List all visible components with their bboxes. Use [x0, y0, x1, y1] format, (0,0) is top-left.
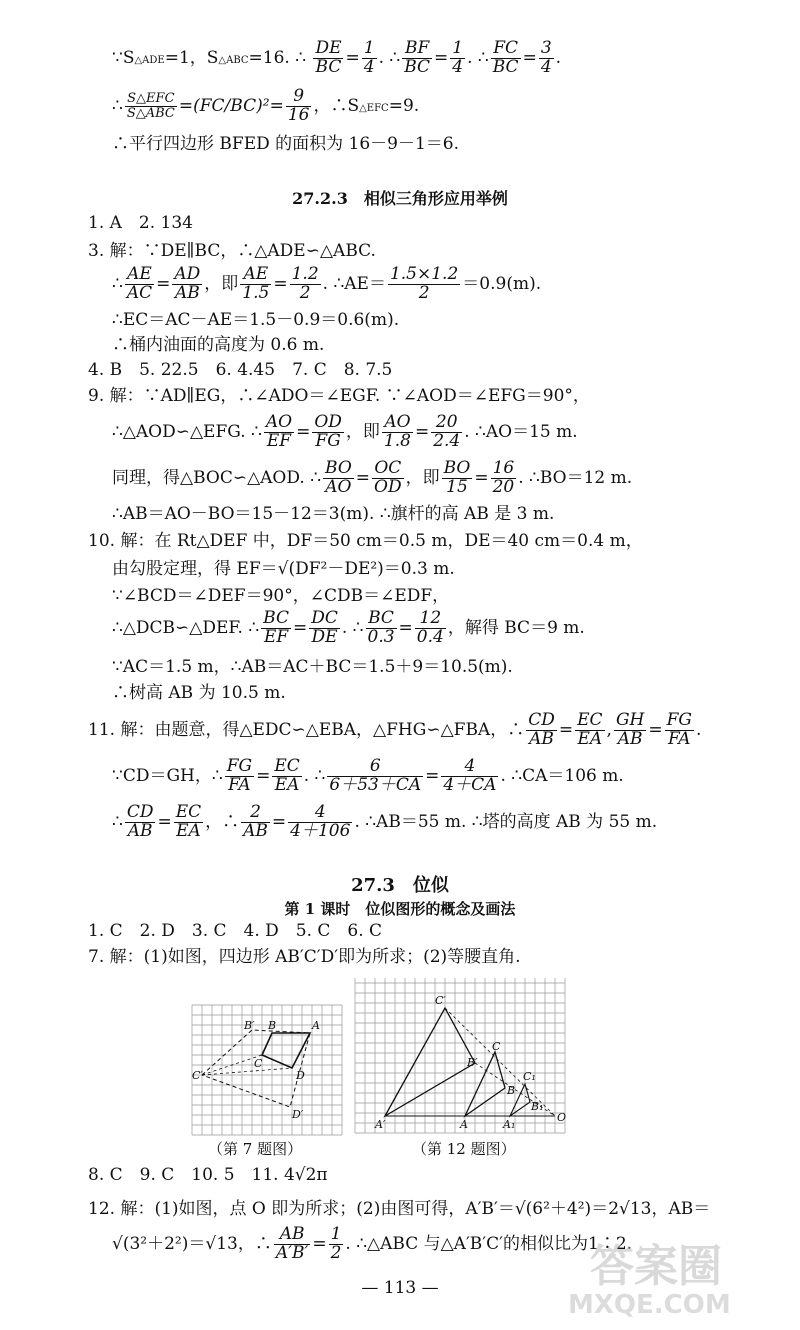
fraction: $\frac{1.5\times 1.2}{2}$ — [389, 264, 459, 303]
answer-line: 1. A 2. 134 — [88, 213, 193, 233]
solution-line: ∵AC＝1.5 m，∴AB＝AC＋BC＝1.5＋9＝10.5(m). — [112, 657, 513, 677]
solution-line: ∴树高 AB 为 10.5 m. — [112, 683, 286, 703]
solution-line: ∴EC＝AC－AE＝1.5－0.9＝0.6(m). — [112, 310, 400, 330]
fraction: $\frac{GH}{AB}$ — [615, 710, 645, 749]
ray — [202, 1068, 292, 1075]
solution-line: ∴△DCB∽△DEF. ∴ $\frac{BC}{EF}$ = $\frac{DC}{DE}$ . ∴ $\frac{BC}{0.3}$ = $\frac{12}{0.4}$ ，解得 BC＝9 m. — [112, 608, 585, 647]
solution-line: ∵CD＝GH，∴ $\frac{FG}{FA}$ = $\frac{EC}{EA}$ . ∴ $\frac{6}{6+53+CA}$ = $\frac{4}{4+CA}$ . ∴CA＝106 m. — [112, 756, 624, 795]
text: ∴ — [389, 47, 401, 68]
text: =9. — [388, 95, 420, 116]
point-label: A₁ — [503, 1118, 516, 1131]
section-heading: 27.2.3 相似三角形应用举例 — [292, 189, 508, 208]
fraction: $\frac{CD}{AB}$ — [528, 710, 555, 749]
text: . ∴ — [467, 47, 489, 68]
watermark-logo: 答案圈 — [590, 1241, 722, 1292]
answer-line: 9. 解：∵AD∥EG，∴∠ADO＝∠EGF. ∵∠AOD＝∠EFG＝90°， — [88, 386, 590, 406]
fraction: $\frac{6}{6+53+CA}$ — [329, 756, 422, 795]
fraction: $\frac{1}{4}$ — [452, 38, 464, 77]
fraction: $\frac{12}{0.4}$ — [416, 608, 444, 647]
fraction: $\frac{1}{4}$ — [363, 38, 375, 77]
solution-line: ∵∠BCD＝∠DEF＝90°，∠CDB＝∠EDF， — [112, 586, 450, 606]
fraction: $\frac{BC}{0.3}$ — [367, 608, 395, 647]
fraction: $\frac{4}{4+106}$ — [290, 802, 351, 841]
answer-line: 11. 解：由题意，得△EDC∽△EBA，△FHG∽△FBA，∴ $\frac{CD}{AB}$ = $\frac{EC}{EA}$ , $\frac{GH}{AB}$ = $\frac{FG}{FA}$ . — [88, 710, 702, 749]
figure-caption: （第 12 题图） — [412, 1140, 516, 1158]
text: ，∴S — [313, 95, 360, 116]
fraction: $\frac{\text{S△EFC}}{\text{S△ABC}}$ — [126, 91, 175, 121]
point-label: B — [507, 1084, 516, 1097]
fraction: $\frac{EC}{EA}$ — [274, 756, 300, 795]
fraction: $\frac{FC}{BC}$ — [492, 38, 519, 77]
fraction: $\frac{AB}{A'B'}$ — [275, 1224, 309, 1263]
text: . — [555, 47, 562, 68]
fraction: $\frac{EC}{EA}$ — [577, 710, 603, 749]
fraction: $\frac{AD}{AB}$ — [174, 264, 201, 303]
subscript: △EFC — [359, 102, 389, 114]
point-label: A′ — [375, 1118, 386, 1131]
fraction: $\frac{EC}{EA}$ — [175, 802, 202, 841]
solution-line: ∴ $\frac{CD}{AB}$ = $\frac{EC}{EA}$ ，∴ $\frac{2}{AB}$ = $\frac{4}{4+106}$ . ∴AB＝55 m. ∴塔的高度 AB 为 55 m. — [112, 802, 658, 841]
fraction: $\frac{OD}{FG}$ — [314, 412, 342, 451]
subsection-heading: 第 1 课时 位似图形的概念及画法 — [284, 900, 516, 918]
section-heading: 27.3 位似 — [351, 875, 449, 896]
answer-line: 12. 解：(1)如图，点 O 即为所求；(2)由图可得，A′B′＝√(6²＋4²)＝2√13，AB＝ — [88, 1199, 711, 1219]
figure-12 — [355, 978, 565, 1133]
text: =1，S — [164, 47, 219, 68]
fraction: $\frac{3}{4}$ — [540, 38, 552, 77]
point-label: C — [492, 1040, 501, 1053]
answer-line: 7. 解：(1)如图，四边形 AB′C′D′即为所求；(2)等腰直角. — [88, 947, 521, 967]
fraction: $\frac{BC}{EF}$ — [263, 608, 289, 647]
fraction: $\frac{BF}{BC}$ — [404, 38, 431, 77]
solution-line: ∴ $\frac{\text{S△EFC}}{\text{S△ABC}}$ =(FC/BC)²= $\frac{9}{16}$ ，∴S△EFC=9. — [112, 86, 420, 125]
fraction: $\frac{AE}{AC}$ — [126, 264, 153, 303]
figure-caption: （第 7 题图） — [208, 1140, 303, 1158]
quadrilateral-ABCD — [262, 1033, 310, 1068]
text: ∵S — [112, 47, 135, 68]
fraction: $\frac{1}{2}$ — [330, 1224, 342, 1263]
fraction: $\frac{2}{AB}$ — [243, 802, 268, 841]
point-label: B′ — [467, 1056, 478, 1069]
answer-line: 3. 解：∵DE∥BC，∴△ADE∽△ABC. — [88, 241, 376, 261]
fraction: $\frac{OC}{OD}$ — [374, 458, 402, 497]
point-label: B — [268, 1019, 277, 1032]
point-label: A — [460, 1118, 468, 1131]
point-label: D — [296, 1069, 305, 1082]
point-label: B′ — [244, 1019, 255, 1032]
point-label: A — [312, 1019, 320, 1032]
power-expression: (FC/BC)² — [193, 95, 270, 116]
solution-line: √(3²＋2²)＝√13，∴ $\frac{AB}{A'B'}$ = $\frac{1}{2}$ . ∴△ABC 与△A′B′C′的相似比为1∶2. — [112, 1224, 633, 1263]
point-label: C₁ — [523, 1070, 536, 1083]
solution-line: ∴桶内油面的高度为 0.6 m. — [112, 335, 325, 355]
fraction: $\frac{BO}{AO}$ — [325, 458, 352, 497]
solution-line: 由勾股定理，得 EF＝√(DF²－DE²)＝0.3 m. — [112, 559, 455, 579]
fraction: $\frac{1.2}{2}$ — [291, 264, 319, 303]
fraction: $\frac{FG}{FA}$ — [666, 710, 692, 749]
fraction: $\frac{AO}{1.8}$ — [383, 412, 411, 451]
solution-line: ∴平行四边形 BFED 的面积为 16－9－1＝6. — [112, 134, 460, 154]
point-label: C — [254, 1057, 263, 1070]
solution-line: ∴ $\frac{AE}{AC}$ = $\frac{AD}{AB}$ ，即 $\frac{AE}{1.5}$ = $\frac{1.2}{2}$ . ∴AE＝ $\frac{1.5\times 1.2}{2}$ ＝0.9(m). — [112, 264, 542, 303]
subscript: △ADE — [134, 54, 165, 66]
text: = — [178, 95, 194, 116]
solution-line: ∵S△ADE=1，S△ABC=16. ∴ $\frac{DE}{BC}$ = $\frac{1}{4}$ . ∴ $\frac{BF}{BC}$ = $\frac{1}{4}$ . ∴ $\frac{FC}{BC}$ = $\frac{3}{4}$ . — [112, 38, 562, 77]
watermark-url: MXQE.COM — [568, 1290, 731, 1320]
fraction: $\frac{CD}{AB}$ — [126, 802, 154, 841]
answer-line: 10. 解：在 Rt△DEF 中，DF＝50 cm＝0.5 m，DE＝40 cm＝0.4 m， — [88, 531, 643, 551]
fraction: $\frac{FG}{FA}$ — [226, 756, 253, 795]
solution-line: ∴AB＝AO－BO＝15－12＝3(m). ∴旗杆的高 AB 是 3 m. — [112, 504, 555, 524]
point-label: C′ — [192, 1069, 203, 1082]
solution-line: ∴△AOD∽△EFG. ∴ $\frac{AO}{EF}$ = $\frac{OD}{FG}$ ，即 $\frac{AO}{1.8}$ = $\frac{20}{2.4}$ . ∴AO＝15 m. — [112, 412, 578, 451]
solution-line: 同理，得△BOC∽△AOD. ∴ $\frac{BO}{AO}$ = $\frac{OC}{OD}$ ，即 $\frac{BO}{15}$ = $\frac{16}{20}$ . ∴BO＝12 m. — [112, 458, 633, 497]
page-number: — 113 — — [361, 1278, 439, 1298]
point-label: D′ — [292, 1108, 304, 1121]
fraction: $\frac{20}{2.4}$ — [433, 412, 461, 451]
fraction: $\frac{16}{20}$ — [492, 458, 515, 497]
point-label: B₁ — [531, 1100, 544, 1113]
answer-line: 4. B 5. 22.5 6. 4.45 7. C 8. 7.5 — [88, 360, 393, 380]
point-label: O — [557, 1111, 567, 1124]
fraction: $\frac{AE}{1.5}$ — [242, 264, 270, 303]
answer-line: 8. C 9. C 10. 5 11. 4√2π — [88, 1165, 328, 1185]
text: = — [269, 95, 284, 116]
fraction: $\frac{AO}{EF}$ — [265, 412, 293, 451]
point-label: C′ — [435, 994, 446, 1007]
figure-7 — [192, 1005, 342, 1135]
fraction: $\frac{9}{16}$ — [287, 86, 310, 125]
fraction: $\frac{DC}{DE}$ — [311, 608, 338, 647]
fraction: $\frac{DE}{BC}$ — [315, 38, 342, 77]
text: =16. ∴ — [248, 47, 307, 68]
fraction: $\frac{4}{4+CA}$ — [443, 756, 497, 795]
answer-line: 1. C 2. D 3. C 4. D 5. C 6. C — [88, 921, 383, 941]
subscript: △ABC — [218, 54, 249, 66]
fraction: $\frac{BO}{15}$ — [443, 458, 471, 497]
triangle-A'B'C' — [385, 1008, 475, 1116]
